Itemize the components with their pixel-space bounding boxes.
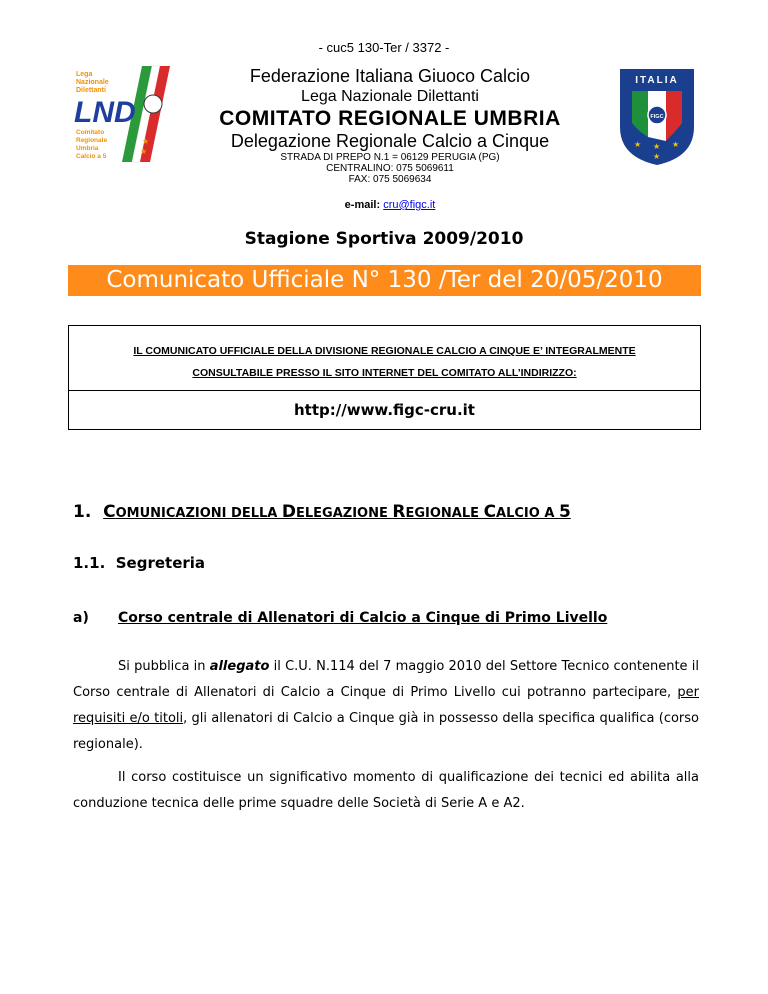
- logo-text-comitato: Comitato: [76, 129, 105, 136]
- info-line-2: CONSULTABILE PRESSO IL SITO INTERNET DEL COMITATO ALL’INDIRIZZO:: [192, 367, 577, 379]
- delegazione-name: Delegazione Regionale Calcio a Cinque: [230, 131, 550, 151]
- figc-shield-logo: [618, 67, 696, 167]
- logo-text-nazionale: Nazionale: [76, 79, 109, 86]
- subsection-a-title: Corso centrale di Allenatori di Calcio a Cinque di Primo Livello: [118, 610, 608, 626]
- subsection-a-letter: a): [73, 610, 89, 626]
- phone: CENTRALINO: 075 5069611: [326, 163, 454, 174]
- website-url[interactable]: http://www.figc-cru.it: [294, 401, 475, 419]
- page-reference: - cuc5 130-Ter / 3372 -: [318, 40, 450, 55]
- p1-allegato: allegato: [209, 659, 270, 674]
- shield-stars-3: ★: [672, 140, 680, 149]
- title-part: D: [281, 502, 296, 522]
- title-part: EGIONALE: [405, 506, 484, 521]
- title-part: 5: [558, 502, 571, 522]
- email-line: [200, 199, 580, 211]
- logo-ball: [144, 95, 162, 113]
- info-box: [68, 325, 701, 430]
- title-part: R: [392, 502, 406, 522]
- logo-monogram: LND: [74, 96, 136, 129]
- section-1-heading: [73, 502, 571, 522]
- paragraph-2: [73, 765, 699, 817]
- communique-title-banner: Comunicato Ufficiale N° 130 /Ter del 20/05/2010: [68, 265, 701, 296]
- p1-text-5: , gli allenatori di Calcio a Cinque già in possesso della specifica qualifica (corso regionale).: [73, 711, 699, 752]
- logo-text-lega: Lega: [76, 71, 93, 78]
- email-label: e-mail:: [344, 199, 381, 211]
- title-part: C: [103, 502, 116, 522]
- fax: FAX: 075 5069634: [348, 174, 432, 185]
- paragraph-1: [73, 654, 699, 758]
- p1-text-1: Si pubblica in: [118, 659, 210, 674]
- letterhead: [200, 66, 580, 211]
- p1-requisiti: per requisiti e/o titoli: [73, 685, 699, 726]
- lega-name: Lega Nazionale Dilettanti: [301, 88, 479, 105]
- federazione-name: Federazione Italiana Giuoco Calcio: [249, 66, 531, 86]
- address: STRADA DI PREPO N.1 = 06129 PERUGIA (PG): [280, 152, 500, 163]
- shield-stars-4: ★: [653, 152, 661, 161]
- logo-text-regionale: Regionale: [76, 137, 108, 144]
- lnd-logo: [72, 64, 184, 164]
- shield-stars-2: ★: [653, 142, 661, 151]
- title-part: ELEGAZIONE: [296, 506, 393, 521]
- shield-badge-text: FIGC: [650, 114, 664, 120]
- section-1-1-heading: [73, 554, 205, 572]
- season-heading: Stagione Sportiva 2009/2010: [244, 229, 524, 249]
- logo-text-calcio5: Calcio a 5: [76, 153, 107, 160]
- title-part: OMUNICAZIONI DELLA: [115, 506, 282, 521]
- section-1-number: 1.: [73, 502, 92, 522]
- title-part: C: [483, 502, 497, 522]
- section-1-1-title: Segreteria: [115, 554, 206, 572]
- section-1-1-number: 1.1.: [73, 554, 106, 572]
- p2-text: Il corso costituisce un significativo momento di qualificazione dei tecnici ed abilita alla conduzione tecnica delle prime squadre delle Società di Serie A e A2.: [73, 770, 699, 811]
- shield-title: ITALIA: [635, 75, 679, 86]
- logo-text-umbria: Umbria: [76, 145, 99, 152]
- info-line-1: IL COMUNICATO UFFICIALE DELLA DIVISIONE REGIONALE CALCIO A CINQUE E’ INTEGRALMENTE: [133, 345, 636, 357]
- title-part: ALCIO A: [496, 506, 559, 521]
- logo-text-dilettanti: Dilettanti: [76, 87, 106, 94]
- email-link[interactable]: cru@figc.it: [383, 199, 436, 211]
- logo-stars-2: ★: [140, 147, 148, 156]
- section-1-title: [103, 502, 571, 522]
- shield-stars: ★: [634, 140, 642, 149]
- p1-text-3: il C.U. N.114 del 7 maggio 2010 del Settore Tecnico contenente il Corso centrale di Allenatori di Calcio a Cinque di Primo Livello cui potranno partecipare,: [73, 659, 699, 700]
- logo-stars: ★: [142, 137, 150, 146]
- info-notice: [69, 326, 700, 391]
- comitato-name: COMITATO REGIONALE UMBRIA: [219, 107, 561, 130]
